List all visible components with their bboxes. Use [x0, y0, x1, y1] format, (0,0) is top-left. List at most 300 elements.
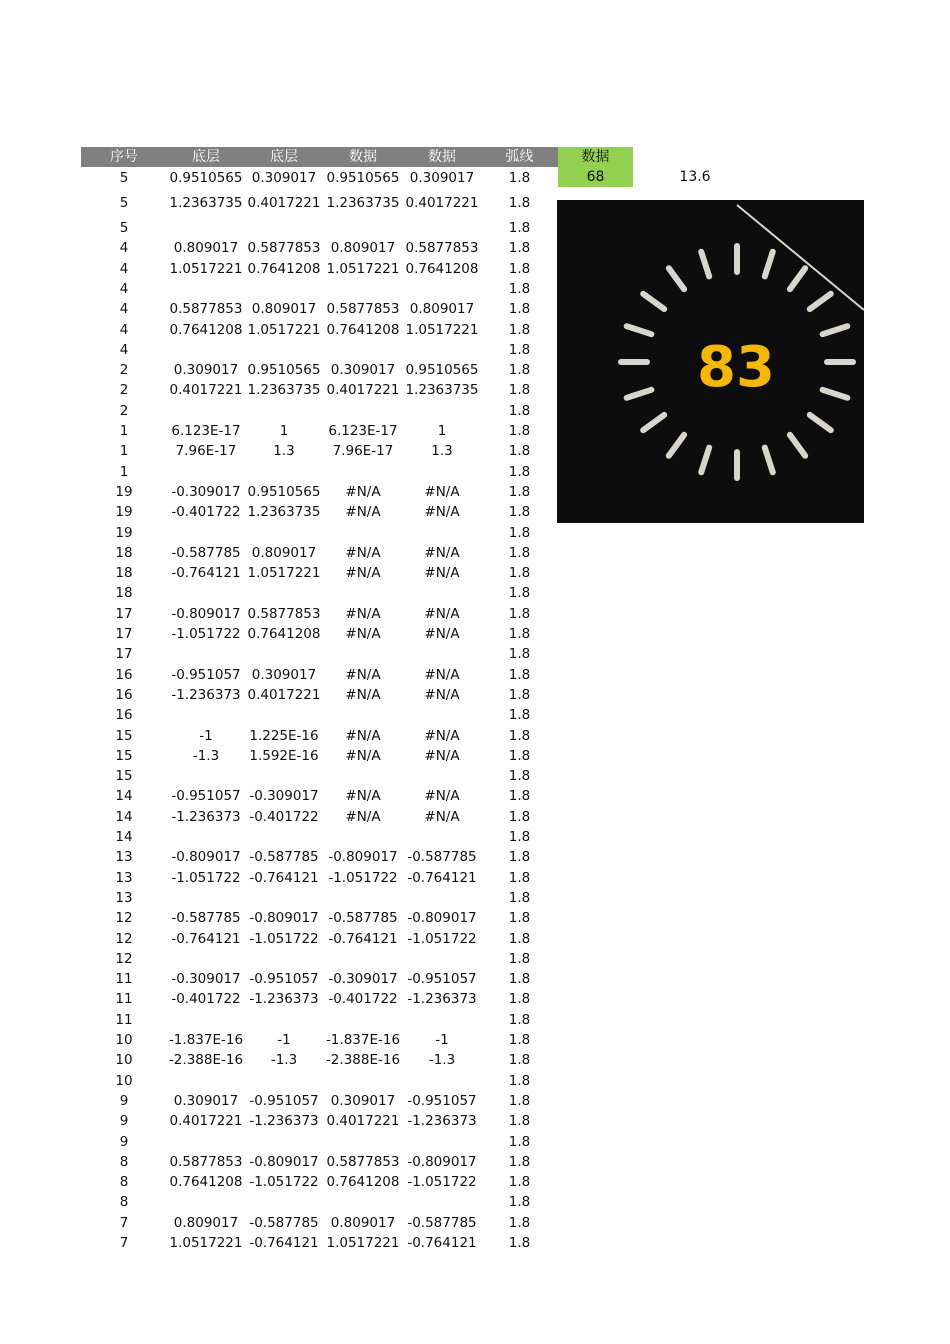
cell-data-x[interactable]: 0.5877853 [326, 1153, 400, 1170]
cell-base-y[interactable]: 0.5877853 [247, 240, 321, 257]
cell-index[interactable]: 8 [119, 1194, 129, 1211]
cell-base-x[interactable] [167, 1010, 245, 1030]
cell-arc[interactable]: 1.8 [508, 483, 531, 500]
cell-arc[interactable]: 1.8 [508, 686, 531, 703]
cell-index[interactable]: 14 [115, 788, 133, 805]
cell-data-y[interactable] [403, 1192, 481, 1212]
cell-arc[interactable]: 1.8 [508, 788, 531, 805]
cell-data-y[interactable] [403, 1010, 481, 1030]
cell-base-y[interactable]: -1.051722 [249, 1174, 319, 1191]
cell-data-x[interactable] [323, 401, 403, 421]
cell-data-x[interactable]: 1.2363735 [326, 195, 400, 211]
cell-arc[interactable]: 1.8 [508, 666, 531, 683]
cell-index[interactable]: 8 [119, 1174, 129, 1191]
cell-arc[interactable]: 1.8 [508, 1032, 531, 1048]
cell-base-x[interactable] [167, 523, 245, 543]
cell-data-y[interactable] [403, 1132, 481, 1152]
cell-base-x[interactable]: -0.401722 [171, 991, 241, 1008]
cell-data-y[interactable]: -0.587785 [407, 849, 477, 866]
cell-index[interactable]: 19 [115, 504, 133, 521]
cell-base-y[interactable] [245, 766, 323, 786]
cell-base-y[interactable]: 0.7641208 [247, 626, 321, 642]
cell-arc[interactable]: 1.8 [508, 260, 531, 277]
cell-arc[interactable]: 1.8 [508, 504, 531, 521]
cell-arc[interactable]: 1.8 [508, 1153, 531, 1170]
cell-index[interactable]: 9 [119, 1133, 129, 1150]
cell-base-y[interactable]: -1 [277, 1032, 291, 1048]
cell-base-x[interactable]: -0.309017 [171, 971, 241, 988]
cell-base-x[interactable]: 0.5877853 [169, 1153, 243, 1170]
cell-data-y[interactable]: 1 [437, 423, 447, 439]
cell-data-y[interactable]: #N/A [424, 747, 460, 764]
cell-base-x[interactable]: 0.4017221 [169, 1113, 243, 1130]
cell-base-x[interactable]: 0.9510565 [169, 170, 243, 186]
cell-base-x[interactable]: -0.309017 [171, 483, 241, 500]
gauge-chart[interactable] [557, 200, 864, 523]
cell-data-x[interactable]: 1.0517221 [326, 1235, 400, 1251]
cell-base-y[interactable]: -0.951057 [249, 1092, 319, 1109]
cell-data-x[interactable] [323, 1010, 403, 1030]
cell-data-x[interactable]: 0.309017 [330, 1092, 396, 1109]
cell-arc[interactable]: 1.8 [508, 1235, 531, 1251]
cell-data-y[interactable]: -1.236373 [407, 1113, 477, 1130]
cell-data-y[interactable]: #N/A [424, 808, 460, 825]
cell-base-x[interactable]: 1.0517221 [169, 1235, 243, 1251]
cell-base-x[interactable]: 0.5877853 [169, 301, 243, 318]
cell-base-y[interactable] [245, 827, 323, 847]
cell-base-y[interactable] [245, 583, 323, 603]
cell-base-x[interactable] [167, 1071, 245, 1091]
cell-data-y[interactable]: #N/A [424, 686, 460, 703]
cell-arc[interactable]: 1.8 [508, 382, 531, 399]
cell-arc[interactable]: 1.8 [508, 463, 531, 480]
cell-data-y[interactable]: -0.587785 [407, 1214, 477, 1231]
cell-data-x[interactable] [323, 279, 403, 299]
cell-arc[interactable]: 1.8 [508, 362, 531, 379]
cell-data-x[interactable] [323, 523, 403, 543]
cell-arc[interactable]: 1.8 [508, 829, 531, 845]
cell-data-y[interactable] [403, 1071, 481, 1091]
cell-data-x[interactable]: 6.123E-17 [328, 423, 398, 439]
cell-base-x[interactable]: 0.7641208 [169, 1174, 243, 1191]
cell-arc[interactable]: 1.8 [508, 1174, 531, 1191]
cell-arc[interactable]: 1.8 [508, 220, 531, 236]
cell-index[interactable]: 15 [115, 727, 133, 744]
cell-data-y[interactable]: #N/A [424, 626, 460, 642]
cell-index[interactable]: 15 [115, 768, 133, 785]
cell-base-x[interactable]: -1.236373 [171, 686, 241, 703]
cell-base-y[interactable] [245, 218, 323, 238]
cell-base-x[interactable] [167, 705, 245, 725]
cell-index[interactable]: 4 [119, 301, 129, 318]
cell-data-x[interactable] [323, 1071, 403, 1091]
cell-index[interactable]: 18 [115, 544, 133, 561]
cell-arc[interactable]: 1.8 [508, 971, 531, 988]
cell-data-x[interactable] [323, 705, 403, 725]
cell-base-x[interactable]: -1.837E-16 [168, 1032, 244, 1048]
cell-base-x[interactable]: -0.951057 [171, 788, 241, 805]
cell-base-x[interactable]: 0.809017 [173, 240, 239, 257]
cell-base-y[interactable]: -0.764121 [249, 1235, 319, 1251]
cell-data-y[interactable] [403, 218, 481, 238]
cell-data-y[interactable]: -1.051722 [407, 1174, 477, 1191]
cell-data-y[interactable] [403, 523, 481, 543]
cell-data-y[interactable]: -0.764121 [407, 1235, 477, 1251]
cell-index[interactable]: 16 [115, 666, 133, 683]
cell-base-y[interactable]: -1.3 [270, 1052, 298, 1069]
cell-data-x[interactable]: 0.7641208 [326, 1174, 400, 1191]
cell-base-x[interactable]: -1.051722 [171, 626, 241, 642]
cell-arc[interactable]: 1.8 [508, 402, 531, 419]
cell-index[interactable]: 12 [115, 950, 133, 967]
cell-data-x[interactable] [323, 1192, 403, 1212]
side-value-cell[interactable]: 13.6 [679, 169, 711, 185]
cell-data-x[interactable]: 0.7641208 [326, 321, 400, 338]
cell-data-y[interactable]: 1.3 [431, 443, 453, 460]
cell-data-x[interactable] [323, 644, 403, 664]
cell-arc[interactable]: 1.8 [508, 195, 531, 211]
cell-data-x[interactable]: #N/A [345, 483, 381, 500]
cell-data-x[interactable] [323, 462, 403, 482]
cell-index[interactable]: 7 [119, 1214, 129, 1231]
cell-arc[interactable]: 1.8 [508, 849, 531, 866]
cell-data-y[interactable]: 0.309017 [409, 170, 475, 186]
cell-arc[interactable]: 1.8 [508, 910, 531, 927]
cell-index[interactable]: 19 [115, 483, 133, 500]
cell-data-x[interactable]: 0.9510565 [326, 170, 400, 186]
cell-base-y[interactable] [245, 705, 323, 725]
cell-arc[interactable]: 1.8 [508, 869, 531, 886]
cell-base-y[interactable] [245, 401, 323, 421]
cell-base-x[interactable]: 0.309017 [173, 362, 239, 379]
cell-data-x[interactable] [323, 340, 403, 360]
cell-base-y[interactable] [245, 888, 323, 908]
cell-index[interactable]: 5 [119, 170, 129, 186]
cell-index[interactable]: 8 [119, 1153, 129, 1170]
cell-base-x[interactable]: -0.951057 [171, 666, 241, 683]
cell-base-x[interactable]: 1.2363735 [169, 195, 243, 211]
cell-index[interactable]: 12 [115, 910, 133, 927]
cell-data-x[interactable]: #N/A [345, 788, 381, 805]
cell-index[interactable]: 5 [119, 220, 129, 236]
cell-base-x[interactable]: 0.4017221 [169, 382, 243, 399]
cell-index[interactable]: 4 [119, 280, 129, 297]
cell-base-x[interactable]: -0.764121 [171, 565, 241, 582]
cell-data-y[interactable]: -0.809017 [407, 1153, 477, 1170]
cell-index[interactable]: 1 [119, 443, 129, 460]
cell-base-y[interactable] [245, 462, 323, 482]
cell-base-y[interactable] [245, 1010, 323, 1030]
cell-base-y[interactable]: 1.2363735 [247, 382, 321, 399]
cell-data-y[interactable]: #N/A [424, 483, 460, 500]
cell-data-y[interactable]: 1.0517221 [405, 321, 479, 338]
cell-data-x[interactable]: #N/A [345, 565, 381, 582]
cell-data-x[interactable]: -1.051722 [328, 869, 398, 886]
cell-data-x[interactable]: #N/A [345, 808, 381, 825]
cell-arc[interactable]: 1.8 [508, 950, 531, 967]
cell-index[interactable]: 11 [115, 971, 133, 988]
cell-arc[interactable]: 1.8 [508, 808, 531, 825]
cell-index[interactable]: 4 [119, 260, 129, 277]
cell-base-y[interactable]: 0.9510565 [247, 483, 321, 500]
cell-arc[interactable]: 1.8 [508, 321, 531, 338]
cell-base-x[interactable]: -0.587785 [171, 910, 241, 927]
cell-base-y[interactable]: 1.3 [273, 443, 295, 460]
cell-data-x[interactable]: #N/A [345, 504, 381, 521]
cell-data-x[interactable]: 0.5877853 [326, 301, 400, 318]
cell-base-y[interactable]: 0.309017 [251, 170, 317, 186]
cell-data-x[interactable]: -0.809017 [328, 849, 398, 866]
cell-data-x[interactable]: 0.809017 [330, 1214, 396, 1231]
cell-base-y[interactable]: 1 [279, 423, 289, 439]
cell-base-x[interactable]: 0.309017 [173, 1092, 239, 1109]
cell-base-y[interactable]: 0.309017 [251, 666, 317, 683]
cell-base-y[interactable]: -0.809017 [249, 1153, 319, 1170]
cell-base-x[interactable] [167, 827, 245, 847]
cell-arc[interactable]: 1.8 [508, 170, 531, 186]
cell-data-x[interactable]: 0.809017 [330, 240, 396, 257]
cell-data-y[interactable]: #N/A [424, 666, 460, 683]
cell-data-y[interactable]: -0.764121 [407, 869, 477, 886]
input-value-cell[interactable]: 68 [558, 167, 633, 187]
cell-arc[interactable]: 1.8 [508, 1072, 531, 1089]
cell-index[interactable]: 7 [119, 1235, 129, 1251]
cell-data-x[interactable] [323, 218, 403, 238]
cell-data-x[interactable]: #N/A [345, 605, 381, 622]
cell-base-y[interactable] [245, 1132, 323, 1152]
cell-index[interactable]: 14 [115, 829, 133, 845]
cell-data-y[interactable]: 0.7641208 [405, 260, 479, 277]
cell-index[interactable]: 9 [119, 1113, 129, 1130]
cell-data-x[interactable] [323, 583, 403, 603]
cell-data-y[interactable] [403, 279, 481, 299]
cell-arc[interactable]: 1.8 [508, 1052, 531, 1069]
cell-data-y[interactable] [403, 583, 481, 603]
cell-data-y[interactable] [403, 827, 481, 847]
cell-base-x[interactable]: 6.123E-17 [171, 423, 241, 439]
cell-base-y[interactable]: 1.592E-16 [249, 747, 319, 764]
cell-base-y[interactable]: 1.0517221 [247, 565, 321, 582]
cell-index[interactable]: 13 [115, 849, 133, 866]
cell-base-x[interactable]: -1.236373 [171, 808, 241, 825]
cell-base-x[interactable]: 1.0517221 [169, 260, 243, 277]
cell-index[interactable]: 10 [115, 1052, 133, 1069]
cell-index[interactable]: 4 [119, 341, 129, 358]
cell-index[interactable]: 11 [115, 1011, 133, 1028]
cell-base-y[interactable]: 1.2363735 [247, 504, 321, 521]
cell-index[interactable]: 18 [115, 585, 133, 602]
cell-arc[interactable]: 1.8 [508, 280, 531, 297]
cell-arc[interactable]: 1.8 [508, 727, 531, 744]
cell-base-y[interactable]: 1.0517221 [247, 321, 321, 338]
cell-base-x[interactable]: -0.587785 [171, 544, 241, 561]
cell-base-x[interactable]: -0.809017 [171, 605, 241, 622]
cell-data-y[interactable]: 0.5877853 [405, 240, 479, 257]
cell-data-x[interactable]: -0.401722 [328, 991, 398, 1008]
cell-base-x[interactable]: -1 [199, 727, 213, 744]
cell-data-x[interactable]: 7.96E-17 [332, 443, 394, 460]
cell-arc[interactable]: 1.8 [508, 747, 531, 764]
cell-base-y[interactable]: -0.951057 [249, 971, 319, 988]
cell-data-x[interactable]: #N/A [345, 544, 381, 561]
cell-arc[interactable]: 1.8 [508, 930, 531, 947]
cell-data-y[interactable]: 0.4017221 [405, 195, 479, 211]
cell-index[interactable]: 2 [119, 362, 129, 379]
cell-index[interactable]: 10 [115, 1032, 133, 1048]
cell-arc[interactable]: 1.8 [508, 1194, 531, 1211]
cell-index[interactable]: 12 [115, 930, 133, 947]
cell-base-x[interactable]: -0.809017 [171, 849, 241, 866]
cell-data-y[interactable]: -1 [435, 1032, 449, 1048]
cell-arc[interactable]: 1.8 [508, 605, 531, 622]
cell-base-x[interactable] [167, 279, 245, 299]
cell-index[interactable]: 1 [119, 423, 129, 439]
cell-base-y[interactable]: 0.5877853 [247, 605, 321, 622]
cell-index[interactable]: 15 [115, 747, 133, 764]
cell-index[interactable]: 14 [115, 808, 133, 825]
cell-data-y[interactable]: 0.9510565 [405, 362, 479, 379]
cell-base-x[interactable] [167, 1132, 245, 1152]
cell-data-x[interactable]: 0.4017221 [326, 382, 400, 399]
cell-arc[interactable]: 1.8 [508, 565, 531, 582]
cell-base-x[interactable]: -1.051722 [171, 869, 241, 886]
cell-data-y[interactable] [403, 644, 481, 664]
cell-arc[interactable]: 1.8 [508, 240, 531, 257]
cell-base-x[interactable] [167, 888, 245, 908]
cell-data-y[interactable] [403, 462, 481, 482]
cell-data-x[interactable]: #N/A [345, 747, 381, 764]
cell-data-x[interactable]: #N/A [345, 686, 381, 703]
cell-base-y[interactable]: 0.809017 [251, 544, 317, 561]
cell-data-x[interactable] [323, 949, 403, 969]
cell-data-y[interactable]: #N/A [424, 565, 460, 582]
cell-base-x[interactable] [167, 766, 245, 786]
cell-base-x[interactable] [167, 462, 245, 482]
cell-base-x[interactable]: 7.96E-17 [175, 443, 237, 460]
cell-base-y[interactable]: -0.587785 [249, 849, 319, 866]
cell-data-y[interactable]: -0.951057 [407, 1092, 477, 1109]
cell-data-y[interactable] [403, 766, 481, 786]
cell-data-y[interactable]: #N/A [424, 605, 460, 622]
cell-index[interactable]: 13 [115, 889, 133, 906]
cell-arc[interactable]: 1.8 [508, 1011, 531, 1028]
cell-base-y[interactable]: -0.587785 [249, 1214, 319, 1231]
cell-base-x[interactable]: -2.388E-16 [168, 1052, 244, 1069]
cell-base-y[interactable]: 1.225E-16 [249, 727, 319, 744]
cell-arc[interactable]: 1.8 [508, 646, 531, 663]
cell-index[interactable]: 13 [115, 869, 133, 886]
cell-base-y[interactable] [245, 949, 323, 969]
cell-index[interactable]: 17 [115, 605, 133, 622]
cell-data-x[interactable] [323, 766, 403, 786]
cell-arc[interactable]: 1.8 [508, 1092, 531, 1109]
cell-arc[interactable]: 1.8 [508, 1214, 531, 1231]
cell-base-y[interactable]: -0.401722 [249, 808, 319, 825]
cell-index[interactable]: 4 [119, 240, 129, 257]
cell-base-y[interactable] [245, 1192, 323, 1212]
cell-base-y[interactable]: -0.809017 [249, 910, 319, 927]
cell-base-y[interactable]: 0.4017221 [247, 195, 321, 211]
cell-base-y[interactable]: 0.809017 [251, 301, 317, 318]
cell-base-x[interactable]: 0.809017 [173, 1214, 239, 1231]
cell-base-y[interactable]: -0.764121 [249, 869, 319, 886]
cell-base-y[interactable] [245, 340, 323, 360]
cell-arc[interactable]: 1.8 [508, 991, 531, 1008]
cell-base-y[interactable]: 0.4017221 [247, 686, 321, 703]
cell-data-y[interactable] [403, 340, 481, 360]
cell-base-x[interactable] [167, 218, 245, 238]
cell-data-x[interactable]: #N/A [345, 666, 381, 683]
cell-data-x[interactable]: -0.587785 [328, 910, 398, 927]
cell-data-y[interactable]: #N/A [424, 788, 460, 805]
cell-base-x[interactable]: -0.401722 [171, 504, 241, 521]
cell-base-x[interactable] [167, 949, 245, 969]
cell-base-x[interactable] [167, 401, 245, 421]
cell-data-x[interactable]: 1.0517221 [326, 260, 400, 277]
cell-base-y[interactable]: -1.236373 [249, 1113, 319, 1130]
cell-arc[interactable]: 1.8 [508, 524, 531, 541]
cell-base-y[interactable]: -1.236373 [249, 991, 319, 1008]
cell-base-x[interactable]: -1.3 [192, 747, 220, 764]
cell-data-x[interactable]: -2.388E-16 [325, 1052, 401, 1069]
cell-arc[interactable]: 1.8 [508, 341, 531, 358]
cell-data-y[interactable] [403, 705, 481, 725]
cell-data-y[interactable]: #N/A [424, 504, 460, 521]
cell-data-y[interactable]: 0.809017 [409, 301, 475, 318]
cell-base-x[interactable] [167, 644, 245, 664]
cell-data-x[interactable]: #N/A [345, 626, 381, 642]
cell-base-y[interactable] [245, 1071, 323, 1091]
cell-data-y[interactable] [403, 888, 481, 908]
cell-data-y[interactable]: -0.951057 [407, 971, 477, 988]
cell-arc[interactable]: 1.8 [508, 301, 531, 318]
cell-data-x[interactable] [323, 1132, 403, 1152]
cell-base-y[interactable] [245, 523, 323, 543]
cell-data-y[interactable]: #N/A [424, 727, 460, 744]
cell-base-x[interactable] [167, 583, 245, 603]
cell-base-y[interactable]: -0.309017 [249, 788, 319, 805]
cell-data-x[interactable] [323, 888, 403, 908]
cell-index[interactable]: 18 [115, 565, 133, 582]
cell-index[interactable]: 9 [119, 1092, 129, 1109]
cell-arc[interactable]: 1.8 [508, 707, 531, 724]
cell-arc[interactable]: 1.8 [508, 889, 531, 906]
cell-index[interactable]: 2 [119, 382, 129, 399]
cell-data-x[interactable]: 0.4017221 [326, 1113, 400, 1130]
cell-base-y[interactable] [245, 279, 323, 299]
cell-base-y[interactable]: 0.9510565 [247, 362, 321, 379]
cell-index[interactable]: 2 [119, 402, 129, 419]
cell-data-y[interactable]: #N/A [424, 544, 460, 561]
cell-index[interactable]: 16 [115, 686, 133, 703]
cell-arc[interactable]: 1.8 [508, 443, 531, 460]
cell-arc[interactable]: 1.8 [508, 544, 531, 561]
cell-index[interactable]: 17 [115, 626, 133, 642]
cell-index[interactable]: 10 [115, 1072, 133, 1089]
cell-data-y[interactable] [403, 401, 481, 421]
cell-base-x[interactable] [167, 1192, 245, 1212]
cell-data-y[interactable]: -1.051722 [407, 930, 477, 947]
cell-data-y[interactable]: -1.3 [428, 1052, 456, 1069]
cell-data-x[interactable]: -0.764121 [328, 930, 398, 947]
cell-data-x[interactable]: -0.309017 [328, 971, 398, 988]
cell-base-x[interactable]: 0.7641208 [169, 321, 243, 338]
cell-index[interactable]: 1 [119, 463, 129, 480]
cell-base-x[interactable] [167, 340, 245, 360]
cell-arc[interactable]: 1.8 [508, 423, 531, 439]
cell-arc[interactable]: 1.8 [508, 1113, 531, 1130]
cell-arc[interactable]: 1.8 [508, 768, 531, 785]
